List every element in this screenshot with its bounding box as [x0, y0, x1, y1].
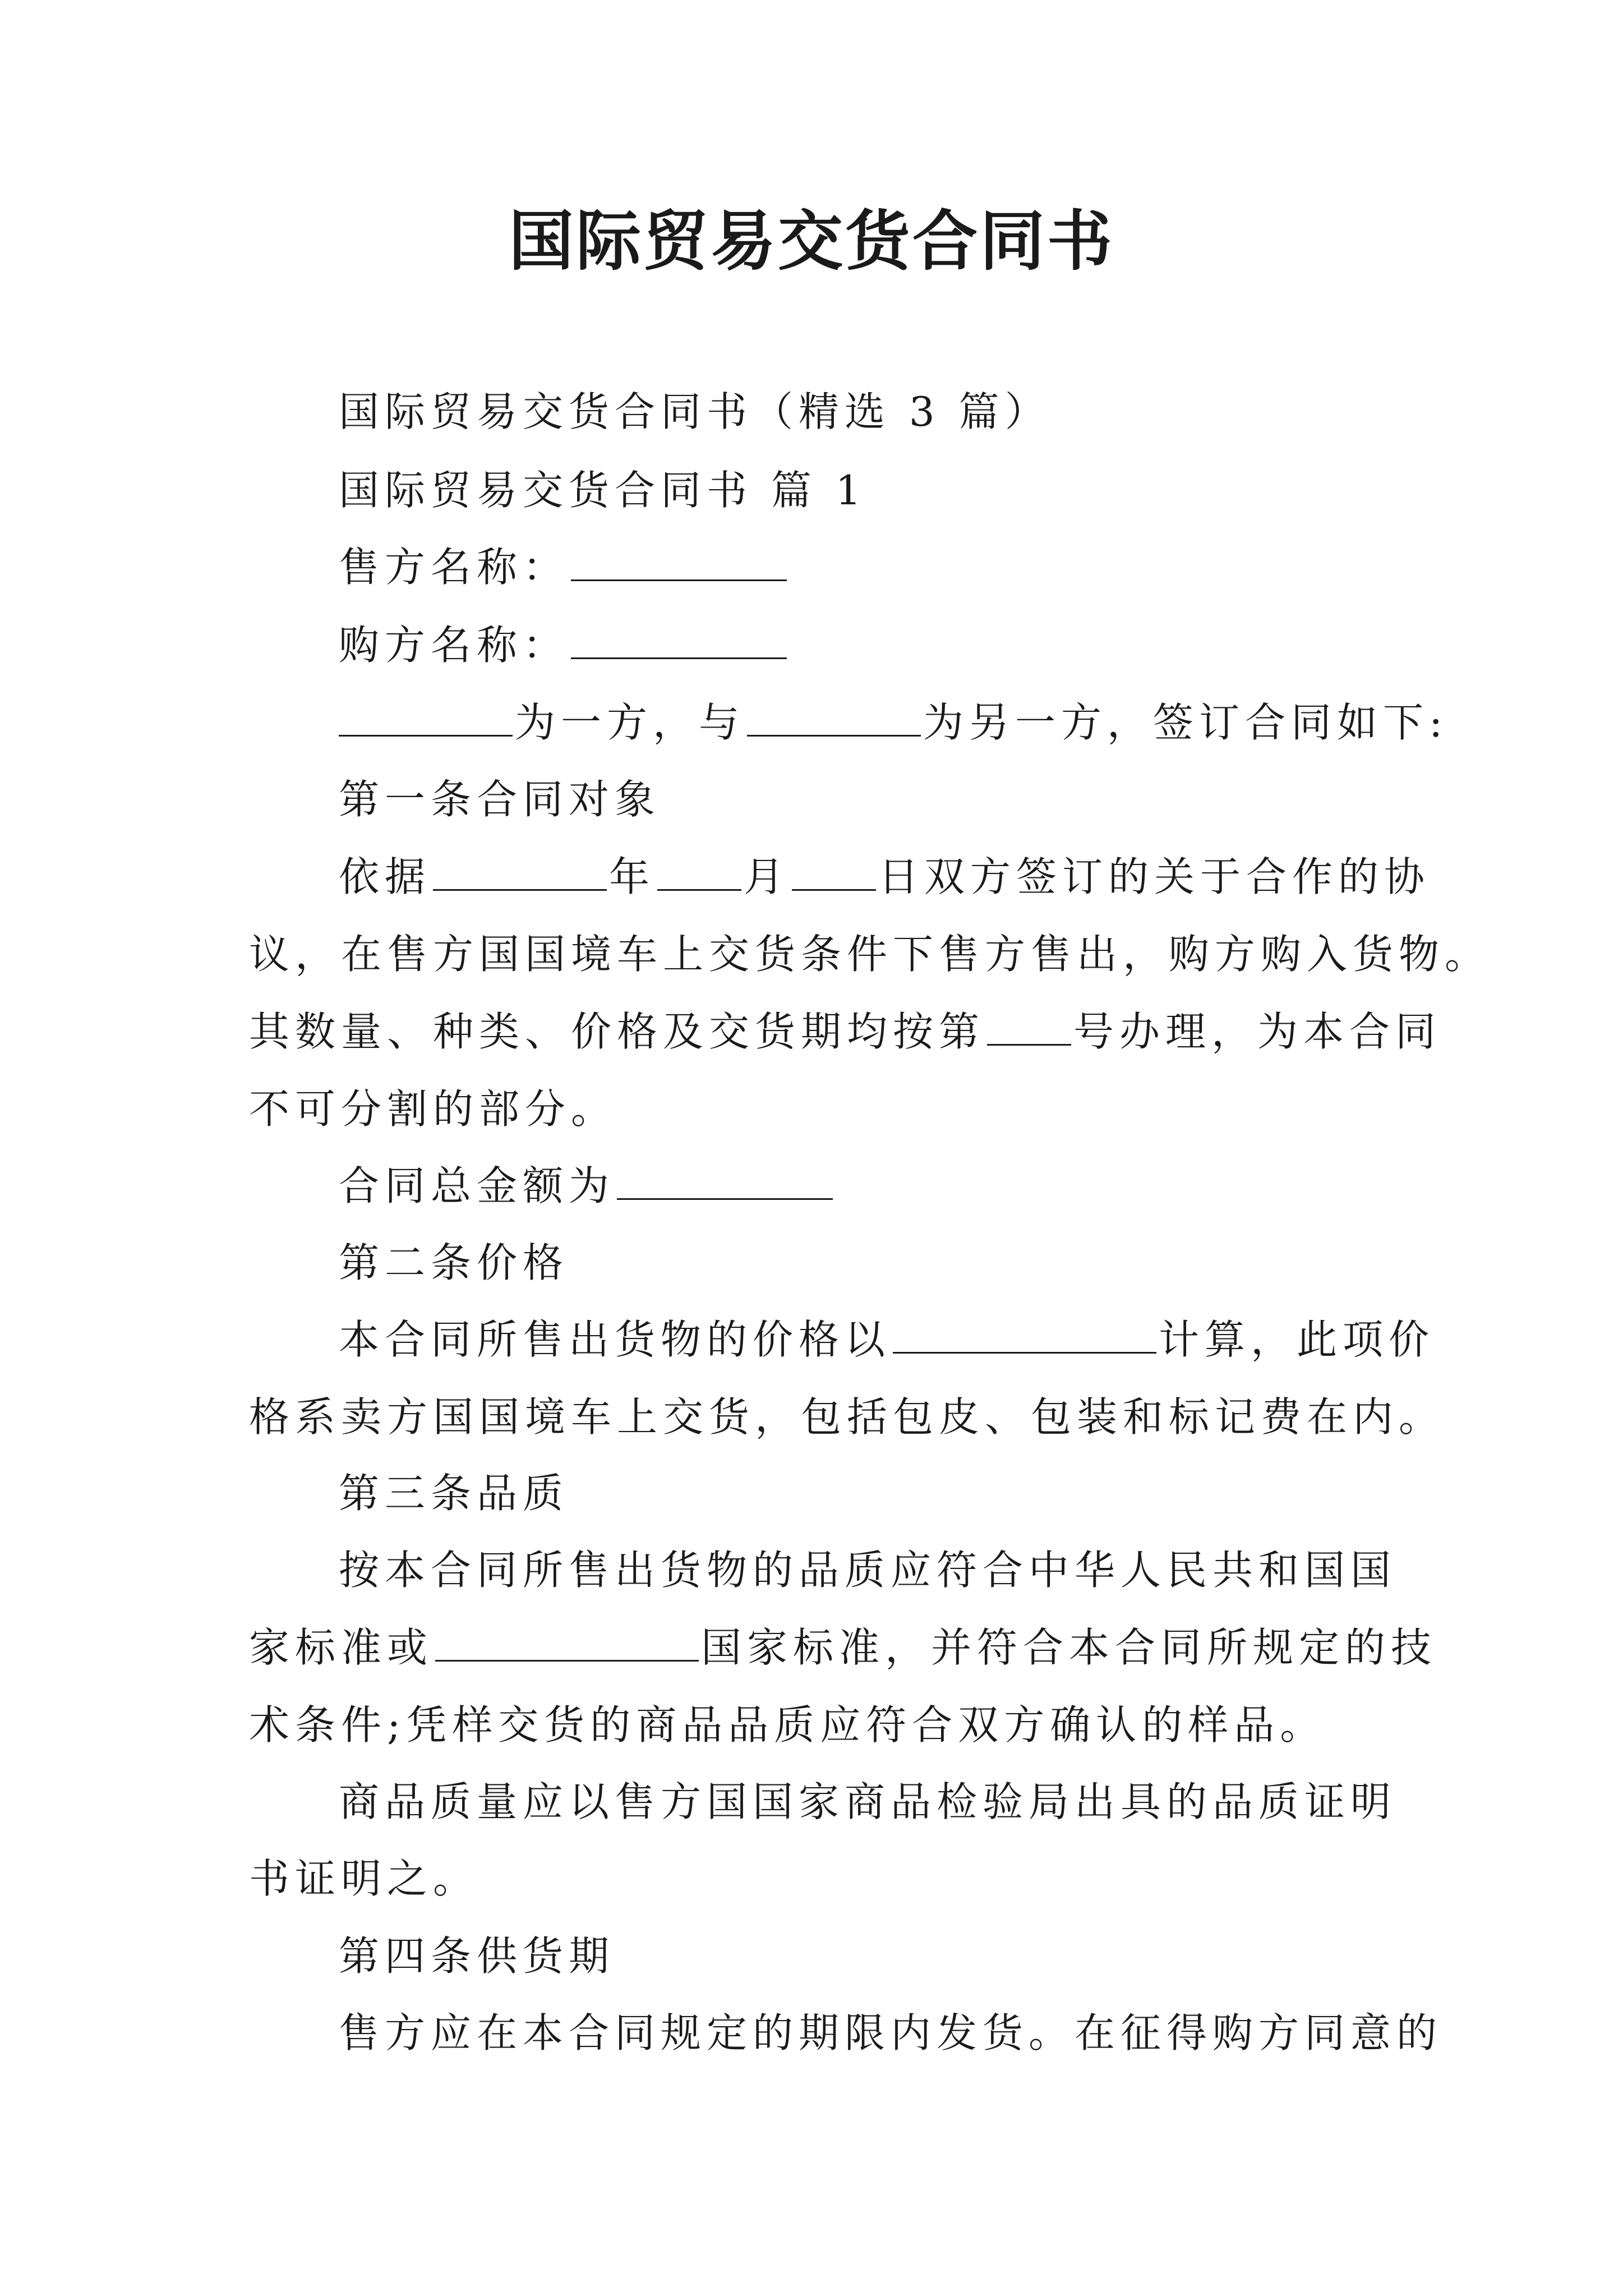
article3-heading: 第三条品质	[339, 1470, 569, 1517]
article3-line2-text-b: 国家标准，并符合本合同所规定的技	[701, 1624, 1437, 1671]
seller-label: 售方名称：	[339, 544, 569, 591]
party-a-blank	[339, 702, 513, 737]
parties-text-1: 为一方，与	[515, 699, 745, 746]
article1-line3-text-b: 号办理，为本合同	[1073, 1008, 1442, 1055]
article2-p1-line1	[339, 1313, 1435, 1366]
section-heading: 国际贸易交货合同书 篇 1	[339, 467, 867, 514]
day-blank	[792, 857, 876, 891]
article2-heading: 第二条价格	[339, 1239, 569, 1286]
month-blank	[657, 857, 741, 891]
article2-p1-line2: 格系卖方国国境车上交货，包括包皮、包装和标记费在内。	[249, 1393, 1445, 1441]
seller-name-blank	[571, 547, 787, 581]
standard-blank	[435, 1627, 699, 1662]
buyer-label: 购方名称：	[339, 622, 569, 669]
article1-text-c: 月	[744, 853, 790, 900]
document-subtitle: 国际贸易交货合同书（精选 3 篇）	[339, 388, 1051, 435]
article1-p1-line1	[339, 850, 1430, 904]
article1-p1-line2: 议，在售方国国境车上交货条件下售方售出，购方购入货物。	[249, 931, 1491, 978]
article3-p2-line1: 商品质量应以售方国国家商品检验局出具的品质证明	[339, 1778, 1397, 1825]
article1-text-b: 年	[609, 853, 656, 900]
article1-heading: 第一条合同对象	[339, 776, 661, 823]
year-blank	[433, 857, 607, 891]
article4-heading: 第四条供货期	[339, 1932, 615, 1980]
price-basis-blank	[893, 1319, 1156, 1354]
parties-text-2: 为另一方，签订合同如下:	[923, 699, 1449, 746]
total-amount-blank	[617, 1166, 833, 1200]
article4-p1-line1: 售方应在本合同规定的期限内发货。在征得购方同意的	[339, 2009, 1443, 2056]
article1-p1-line4: 不可分割的部分。	[249, 1085, 617, 1133]
article1-text-a: 依据	[339, 853, 431, 900]
document-title: 国际贸易交货合同书	[509, 203, 1114, 279]
article3-p1-line3: 术条件;凭样交货的商品品质应符合双方确认的样品。	[249, 1701, 1326, 1749]
article3-p1-line2	[249, 1621, 1437, 1674]
seller-name-line	[339, 540, 789, 594]
total-amount-line	[339, 1159, 835, 1213]
parties-line	[339, 696, 1448, 749]
article3-p1-line1: 按本合同所售出货物的品质应符合中华人民共和国国	[339, 1547, 1397, 1594]
article2-text-b: 计算，此项价	[1159, 1316, 1435, 1363]
article1-p1-line3	[249, 1005, 1441, 1059]
buyer-name-blank	[571, 625, 787, 659]
article2-text-a: 本合同所售出货物的价格以	[339, 1316, 891, 1363]
article1-line3-text-a: 其数量、种类、价格及交货期均按第	[249, 1008, 985, 1055]
buyer-name-line	[339, 618, 789, 672]
total-amount-label: 合同总金额为	[339, 1162, 615, 1209]
number-blank	[987, 1011, 1071, 1046]
article3-line2-text-a: 家标准或	[249, 1624, 434, 1671]
article1-text-d: 日双方签订的关于合作的协	[878, 853, 1431, 900]
article3-p2-line2: 书证明之。	[249, 1855, 479, 1902]
party-b-blank	[747, 702, 921, 737]
